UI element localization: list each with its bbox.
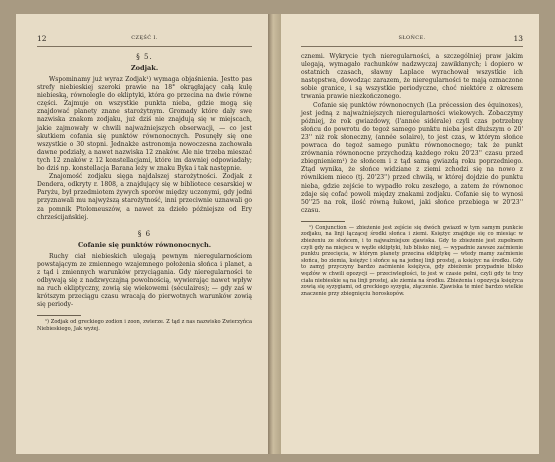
running-title: SŁOŃCE. [398, 35, 426, 41]
paragraph: Znajomość zodjaku sięga najdalszej starożytności. Zodjak z Dendera, odkryty r. 1808, a znajdujący się w bibliotece cesarskiej w Paryżu, był przedmiotem żywych sporów między uczonymi, gdy jedni przyznawali mu najwyższą starożytność, inni przeciwnie uznawali go za pomnik Ptolomeuszów, a nawet za dzieło późniejsze od Ery chrześcijańskiej. [37, 173, 252, 221]
footnote-divider [301, 221, 345, 222]
section-number: § 5. [136, 53, 153, 61]
section-number: § 6 [137, 229, 152, 238]
paragraph: Cofanie się punktów równonocnych (La précession des équinoxes), jest jedną z najważniejszych nieregularności wiekowych. Zobaczymy później, że rok gwiazdowy, (l'année sidérale) czyli czas potrzebny słońcu do powrotu do tegoż samego punktu nieba jest dłuższym o 20' 23'' niż rok słoneczny, (année solaire), to jest czas, w którym słońce powraca do tegoż samego punktu równonocnego; tak że punkt zrównania równonocne przychodzą każdego roku 20'23'' czasu przed zbiegnieniem¹) że słońcem i z tąd samą gwiazdą roku poprzedniego. Ztąd wynika, że słońce widziane z ziemi zchodzi się na nowo z równikiem nieco (tj. 20'23'') przed chwilą, w której dojdzie do punktu nieba, gdzie zejście to wypadło roku zeszłego, a zatem że równonoc zdaje się cofać powoli między znakami zodjaku. Cofanie się to wynosi 50''25 na rok, ilość równą łukowi, jaki słońce przebiega w 20'23'' czasu. [301, 101, 523, 214]
left-page [16, 14, 268, 454]
paragraph: cznemi. Wykrycie tych nieregularności, a szczególniej praw jakim ulegają, wymagało rachunków nadzwyczaj zawikłanych; i dopiero w ostatnich czasach, sławny Laplace wyrachował wszystkie ich następstwa, dowodząc zarazem, że nieregularności te mają ozmaczone sobie granice, i są wszystkie periodyczne, choć niektóre z okresem trwania prawie niezkończonego. [301, 53, 523, 101]
right-page [281, 14, 539, 454]
right-page-header [301, 34, 523, 47]
footnote: ¹) Conjunction — zbieżenie jest zejście się dwóch gwiazd w tym samym punkcie zodjaku, na linji łączącej środki słońca i ziemi. Księżyc znajduje się co miesiąc w zbieżeniu ze słońcem, i to najważniejsze zjawiska. Gdy to zbieżenie jest zupełnem czyli gdy na miejscu w węźle ekliptyki, lub blisko niej, — wypadnie zawsze zaćmienie punktu przecięcia, w którym planety przecina ekliptykę — wtedy mamy zaćmienie słońca, bo ziemia, księżyc i słońce są na jednej linji prostej, a księżyc na środku. Gdy to zamyj przyczyny bardzo zaćmienie księżyca, gdy zbieżenie przypadnie blisko węzłów w chwili opozycji — przeciwległości, to jest w czasie pełni, czyli gdy te trzy ciała niebieskie są na linji prostej, ale ziemia na środku. Zbieżenia i opozycja księżyca zowią się syzygiami, od greckiego syzygia, złączenie. Zjawiska te mieć bardzo wielkie znaczenie przy zbiegnięciu horoskopów. [301, 224, 523, 297]
section-title: Cofanie się punktów równonocnych. [77, 240, 212, 249]
page-number: 12 [37, 34, 47, 43]
footnote-divider [37, 315, 81, 316]
paragraph: Wspominamy już wyraz Zodjak¹) wymaga objaśnienia. Jestto pas strefy niebieskiej szeroki prawie na 18° okrągłający całą kulę niebieską, równolegle do ekliptyki, która go przecina na dwie równe części. Zajmuje on wszystkie punkta nieba, gdzie mogą się znajdować planety znane starożytnym. Gromady które daly swe nazwiska znakom zodjaku, już dziś nie znajdują się w miejscach, jakie zajmowały w chwili najważniejszych obserwacji, — co jest skutkiem cofania się punktów równonocnych. Posunęły się one wszystkie o 30 stopni. Jednakże astronomja nowoczesna zachowała dawne podziały, a nawet nazwiska 12 znaków. Ale nie trzeba mieszać tych 12 znaków z 12 konstellacjami, które im dawniej odpowiadały; bo dziś np. konstellacja Barana leży w znaku Byka i tak następnie. [37, 76, 252, 173]
footnote: ¹) Zodjak od greckiego zodion i zoon, zwierze. Z tąd z nas nazwisko Zwierzyńca Niebieskiego, Jak wyżej. [37, 319, 252, 332]
book-gutter [268, 14, 281, 454]
left-page-header [37, 34, 252, 47]
paragraph: Ruchy ciał niebieskich ulegają pewnym nieregularnościom powstającym ze zmiennego wzajemnego położenia słońca i planet, a z tąd i zmiennych warunków przyciągania. Gdy nieregularności te odbywają się z nadzwyczajną powolnością, wywierając nawet wpływ na ruch ekliptyczny, zowią się wiekowemi (séculaires); — gdy zaś w krótszym przeciągu czasu wracają do pierwotnych warunków zowią się periody- [37, 252, 252, 309]
section-title: Zodjak. [130, 64, 159, 72]
running-title: CZĘŚĆ I. [131, 35, 158, 41]
page-number: 13 [513, 34, 523, 43]
